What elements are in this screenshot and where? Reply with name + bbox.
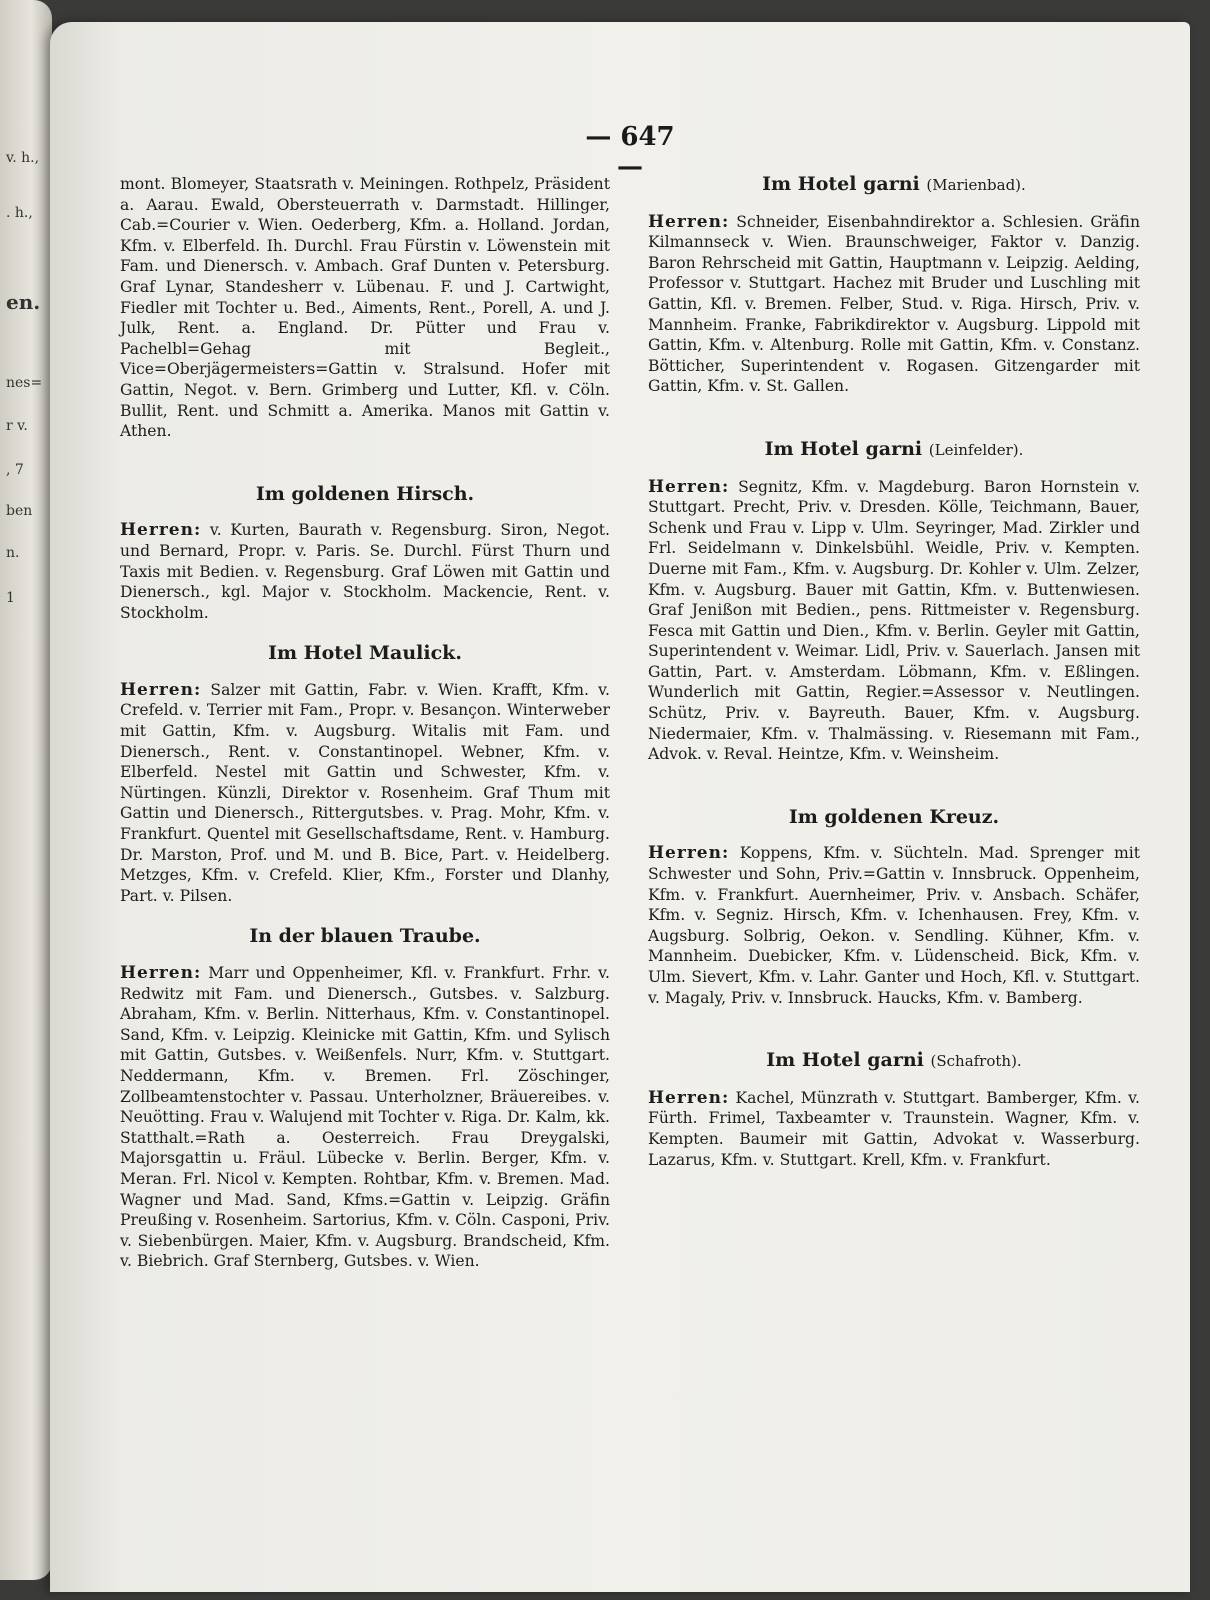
- section-title: Im Hotel garni: [762, 173, 920, 195]
- guest-text: Marr und Oppenheimer, Kfl. v. Frankfurt. Frhr. v. Redwitz mit Fam. und Dienersch., Gutsbes. v. Salzburg. Abraham, Kfm. v. Berlin. Nitterhaus, Kfm. v. Constantinopel. Sand, Kfm. v. Leipzig. Kleinicke mit Gattin, Kfm. und Sylisch mit Gattin, Gutsbes. v. Weißenfels. Nurr, Kfm. v. Stuttgart. Neddermann, Kfm. v. Bremen. Frl. Zöschinger, Zollbeamtenstochter v. Passau. Unterholzner, Bräuereibes. v. Neuötting. Frau v. Walujend mit Tochter v. Riga. Dr. Kalm, kk. Statthalt.=Rath a. Oesterreich. Frau Dreygalski, Majorsgattin u. Fräul. Lübecke v. Berlin. Berger, Kfm. v. Meran. Frl. Nicol v. Kempten. Rohtbar, Kfm. v. Bremen. Mad. Wagner und Mad. Sand, Kfms.=Gattin v. Leipzig. Gräfin Preußing v. Rosenheim. Sartorius, Kfm. v. Cöln. Casponi, Priv. v. Siebenbürgen. Maier, Kfm. v. Augsburg. Brandscheid, Kfm. v. Biebrich. Graf Sternberg, Gutsbes. v. Wien.: [120, 964, 610, 1271]
- section-title: In der blauen Traube.: [249, 925, 481, 948]
- section-title: Im goldenen Hirsch.: [255, 482, 475, 505]
- right-column: [648, 174, 1140, 1170]
- herren-label: Herren:: [648, 211, 730, 232]
- section-heading: [648, 1050, 1140, 1072]
- margin-fragment: nes=: [6, 375, 43, 391]
- margin-fragment: n.: [6, 545, 20, 561]
- guest-list: [648, 477, 1140, 765]
- section-hotel-garni-leinfelder: [648, 439, 1140, 765]
- guest-list: [648, 212, 1140, 397]
- section-subtitle: (Schafroth).: [930, 1052, 1022, 1071]
- herren-label: Herren:: [120, 963, 202, 983]
- section-heading: [648, 174, 1140, 196]
- guest-text: Salzer mit Gattin, Fabr. v. Wien. Krafft, Kfm. v. Crefeld. v. Terrier mit Fam., Propr. v. Besançon. Winterweber mit Gattin, Kfm. v. Augsburg. Witalis mit Fam. und Dienersch., Rent. v. Constantinopel. Webner, Kfm. v. Elberfeld. Nestel mit Gattin und Schwester, Kfm. v. Nürtingen. Künzli, Direktor v. Rosenheim. Graf Thum mit Gattin und Dienersch., Rittergutsbes. v. Prag. Mohr, Kfm. v. Frankfurt. Quentel mit Gesellschaftsdame, Rent. v. Hamburg. Dr. Marston, Prof. und M. und B. Bice, Part. v. Heidelberg. Metzges, Kfm. v. Crefeld. Klier, Kfm., Forster und Dlanhy, Part. v. Pilsen.: [120, 680, 610, 905]
- section-goldenes-kreuz: [648, 807, 1140, 1008]
- margin-fragment: en.: [6, 290, 41, 314]
- section-title: Im Hotel Maulick.: [268, 642, 462, 665]
- continued-guest-list: mont. Blomeyer, Staatsrath v. Meiningen. Rothpelz, Präsident a. Aarau. Ewald, Obersteuerrath v. Darmstadt. Hillinger, Cab.=Courier v. Wien. Oederberg, Kfm. a. Holland. Jordan, Kfm. v. Elberfeld. Ih. Durchl. Frau Fürstin v. Löwenstein mit Fam. und Dienersch. v. Ambach. Graf Dunten v. Petersburg. Graf Lynar, Standesherr v. Lübenau. F. und J. Cartwight, Fiedler mit Tochter u. Bed., Aiments, Rent., Porell, A. und J. Julk, Rent. a. England. Dr. Pütter und Frau v. Pachelbl=Gehag mit Begleit., Vice=Oberjägermeisters=Gattin v. Stralsund. Hofer mit Gattin, Negot. v. Bern. Grimberg und Lutter, Kfl. v. Cöln. Bullit, Rent. und Schmitt a. Amerika. Manos mit Gattin v. Athen.: [120, 175, 610, 441]
- section-heading: [648, 807, 1140, 828]
- herren-label: Herren:: [648, 1087, 730, 1108]
- section-heading: [648, 439, 1140, 461]
- margin-fragment: , 7: [6, 462, 24, 478]
- herren-label: Herren:: [120, 679, 202, 700]
- margin-fragment: ben: [6, 503, 33, 519]
- guest-list: [120, 680, 610, 907]
- margin-fragment: 1: [6, 590, 15, 606]
- section-heading: [120, 484, 610, 505]
- section-title: Im goldenen Kreuz.: [788, 805, 1000, 828]
- section-hotel-maulick: [120, 643, 610, 906]
- guest-list: [648, 1088, 1140, 1170]
- margin-fragment: r v.: [6, 418, 28, 434]
- book-page: [50, 22, 1190, 1592]
- page-number: — 647 —: [585, 122, 675, 182]
- herren-label: Herren:: [648, 476, 730, 497]
- left-column: [120, 174, 610, 1272]
- guest-text: Segnitz, Kfm. v. Magdeburg. Baron Hornstein v. Stuttgart. Precht, Priv. v. Dresden. Kölle, Teichmann, Bauer, Schenk und Frau v. Lipp v. Ulm. Seyringer, Mad. Zirkler und Frl. Seidelmann v. Dinkelsbühl. Weidle, Priv. v. Kempten. Duerne mit Fam., Kfm. v. Augsburg. Dr. Kohler v. Ulm. Zelzer, Kfm. v. Augsburg. Bauer mit Gattin, Kfm. v. Buttenwiesen. Graf Jenißon mit Bedien., pens. Rittmeister v. Regensburg. Fesca mit Gattin und Dien., Kfm. v. Berlin. Geyler mit Gattin, Superintendent v. Weimar. Lidl, Priv. v. Sauerlach. Jansen mit Gattin, Part. v. Amsterdam. Löbmann, Kfm. v. Eßlingen. Wunderlich mit Gattin, Regier.=Assessor v. Neutlingen. Schütz, Priv. v. Bayreuth. Bauer, Kfm. v. Augsburg. Niedermaier, Kfm. v. Thalmässing. v. Riesemann mit Fam., Advok. v. Reval. Heintze, Kfm. v. Weinsheim.: [648, 477, 1140, 764]
- section-subtitle: (Marienbad).: [926, 176, 1026, 194]
- section-heading: [120, 926, 610, 947]
- section-hotel-garni-schafroth: [648, 1050, 1140, 1170]
- previous-page-edge: [0, 0, 52, 1580]
- section-subtitle: (Leinfelder).: [928, 440, 1024, 459]
- section-title: Im Hotel garni: [766, 1049, 924, 1072]
- section-title: Im Hotel garni: [764, 437, 923, 460]
- guest-text: Koppens, Kfm. v. Süchteln. Mad. Sprenger mit Schwester und Sohn, Priv.=Gattin v. Innsbruck. Oppenheim, Kfm. v. Frankfurt. Auernheimer, Priv. v. Ansbach. Schäfer, Kfm. v. Segniz. Hirsch, Kfm. v. Ichenhausen. Frey, Kfm. v. Augsburg. Solbrig, Oekon. v. Sendling. Kühner, Kfm. v. Mannheim. Duebicker, Kfm. v. Lüdenscheid. Bick, Kfm. v. Ulm. Sievert, Kfm. v. Lahr. Ganter und Hoch, Kfl. v. Stuttgart. v. Magaly, Priv. v. Innsbruck. Haucks, Kfm. v. Bamberg.: [648, 844, 1140, 1007]
- section-blaue-traube: [120, 926, 610, 1272]
- herren-label: Herren:: [648, 843, 730, 864]
- guest-list: [648, 843, 1140, 1008]
- guest-text: Schneider, Eisenbahndirektor a. Schlesien. Gräfin Kilmannseck v. Wien. Braunschweiger, Faktor v. Danzig. Baron Rehrscheid mit Gattin, Hauptmann v. Leipzig. Aelding, Professor v. Stuttgart. Hachez mit Bruder und Luschling mit Gattin, Kfl. v. Bremen. Felber, Stud. v. Riga. Hirsch, Priv. v. Mannheim. Franke, Fabrikdirektor v. Augsburg. Lippold mit Gattin, Kfm. v. Altenburg. Rolle mit Gattin, Kfm. v. Constanz. Bötticher, Superintendent v. Rogasen. Gitzengarder mit Gattin, Kfm. v. St. Gallen.: [648, 212, 1140, 396]
- guest-list: [120, 520, 610, 623]
- margin-fragment: . h.,: [6, 205, 33, 221]
- section-heading: [120, 643, 610, 664]
- guest-text: Kachel, Münzrath v. Stuttgart. Bamberger, Kfm. v. Fürth. Frimel, Taxbeamter v. Traunstein. Wagner, Kfm. v. Kempten. Baumeir mit Gattin, Advokat v. Wasserburg. Lazarus, Kfm. v. Stuttgart. Krell, Kfm. v. Frankfurt.: [648, 1088, 1140, 1169]
- herren-label: Herren:: [120, 520, 202, 541]
- guest-text: v. Kurten, Baurath v. Regensburg. Siron, Negot. und Bernard, Propr. v. Paris. Se. Durchl. Fürst Thurn und Taxis mit Bedien. v. Regensburg. Graf Löwen mit Gattin und Dienersch., kgl. Major v. Stockholm. Mackencie, Rent. v. Stockholm.: [120, 521, 610, 622]
- guest-list: [120, 963, 610, 1272]
- margin-fragment: v. h.,: [6, 150, 40, 166]
- section-goldener-hirsch: [120, 484, 610, 624]
- section-hotel-garni-marienbad: [648, 174, 1140, 397]
